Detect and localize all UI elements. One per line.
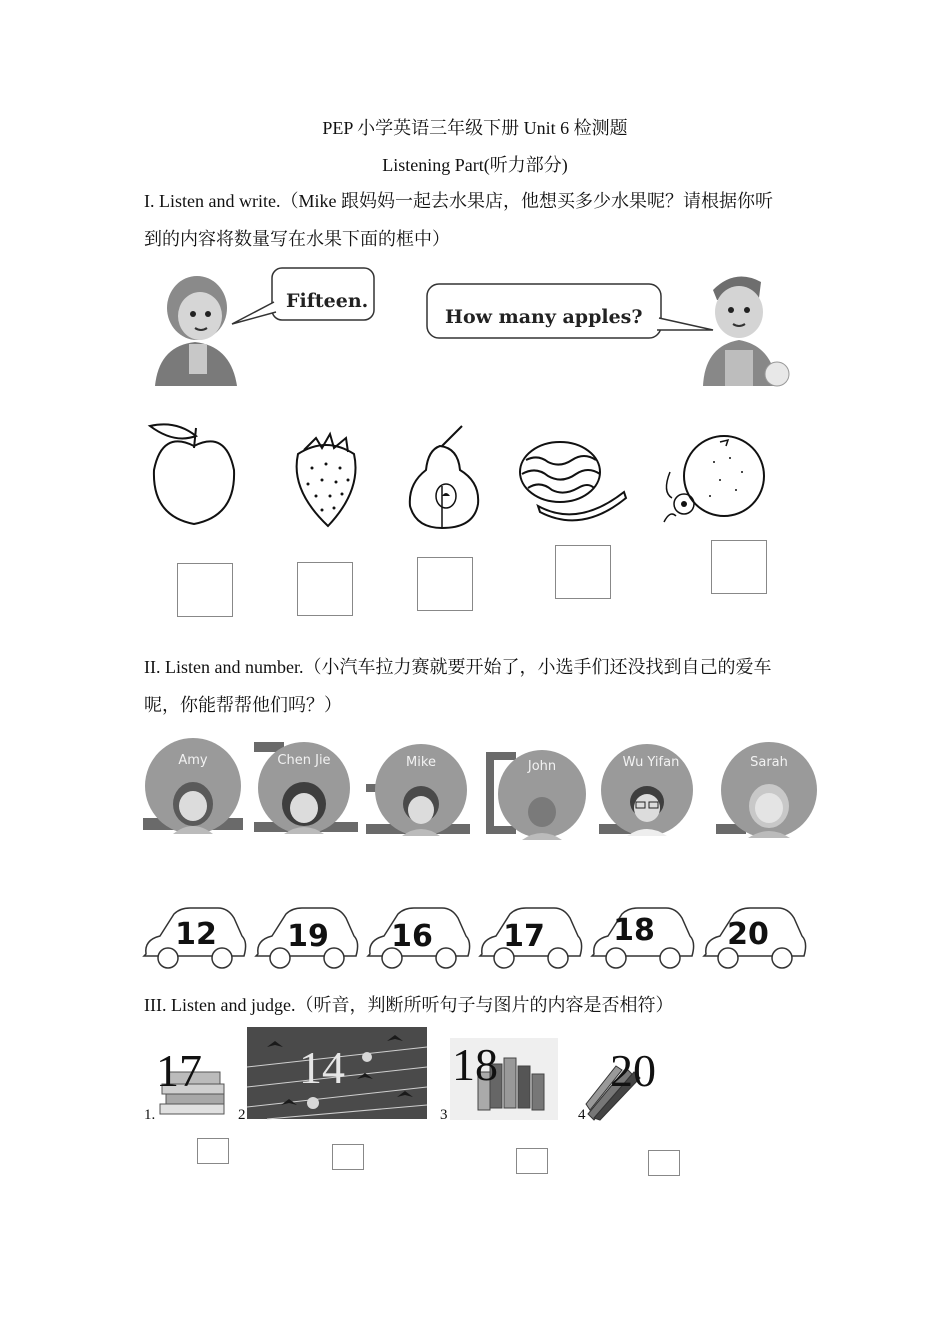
avatar-wu-yifan bbox=[599, 744, 697, 838]
car-20 bbox=[700, 906, 810, 972]
judge-answer-box-3[interactable] bbox=[516, 1148, 548, 1174]
watermelon-answer-box[interactable] bbox=[555, 545, 611, 599]
apple-answer-box[interactable] bbox=[177, 563, 233, 617]
page-title: PEP 小学英语三年级下册 Unit 6 检测题 bbox=[322, 118, 628, 138]
avatar-amy bbox=[143, 738, 243, 836]
orange-icon bbox=[658, 432, 770, 530]
avatar-sarah bbox=[716, 742, 820, 838]
watermelon-icon bbox=[518, 438, 628, 528]
strawberry-icon bbox=[288, 430, 364, 530]
avatar-name-chen-jie: Chen Jie bbox=[277, 753, 331, 768]
boy-bubble-text: Fifteen. bbox=[286, 290, 369, 312]
page-subtitle: Listening Part(听力部分) bbox=[382, 155, 568, 175]
avatar-name-john: John bbox=[527, 759, 557, 774]
judge-item-3-number: 18 bbox=[452, 1039, 498, 1090]
avatar-mike bbox=[366, 744, 470, 838]
judge-item-2-index: 2 bbox=[238, 1107, 246, 1123]
section2-instruction-line1: II. Listen and number.（小汽车拉力赛就要开始了，小选手们还没找到自己的爱车 bbox=[144, 657, 772, 677]
car-12 bbox=[140, 906, 250, 972]
car-number-16: 16 bbox=[391, 919, 433, 954]
section1-instruction-line1: I. Listen and write.（Mike 跟妈妈一起去水果店，他想买多少水果呢？请根据你听 bbox=[144, 191, 773, 211]
crayons-icon bbox=[450, 1038, 558, 1120]
avatar-chen-jie bbox=[254, 742, 358, 838]
pear-icon bbox=[402, 424, 482, 530]
car-17 bbox=[476, 906, 586, 972]
judge-item-4-index: 4 bbox=[578, 1107, 586, 1123]
section1-instruction-line2: 到的内容将数量写在水果下面的框中） bbox=[144, 229, 450, 249]
car-16 bbox=[364, 906, 474, 972]
judge-item-2-number: 14 bbox=[299, 1042, 345, 1093]
avatar-name-sarah: Sarah bbox=[750, 755, 788, 770]
car-number-17: 17 bbox=[503, 919, 545, 954]
car-19 bbox=[252, 906, 362, 972]
woman-bubble-text: How many apples? bbox=[445, 306, 643, 328]
judge-answer-box-2[interactable] bbox=[332, 1144, 364, 1170]
woman-illustration bbox=[695, 268, 800, 388]
orange-answer-box[interactable] bbox=[711, 540, 767, 594]
woman-speech-bubble bbox=[425, 282, 715, 342]
pencils-icon bbox=[586, 1044, 668, 1120]
section3-instruction: III. Listen and judge.（听音，判断所听句子与图片的内容是否相符） bbox=[144, 995, 674, 1015]
judge-item-3-index: 3 bbox=[440, 1107, 448, 1123]
avatar-john bbox=[486, 750, 594, 842]
boy-speech-bubble bbox=[230, 266, 380, 330]
avatar-name-amy: Amy bbox=[178, 753, 208, 768]
car-number-19: 19 bbox=[287, 919, 329, 954]
birds-icon bbox=[247, 1027, 427, 1119]
judge-item-1-number: 17 bbox=[156, 1045, 202, 1096]
judge-item-1-index: 1. bbox=[144, 1107, 156, 1123]
judge-answer-box-4[interactable] bbox=[648, 1150, 680, 1176]
car-number-20: 20 bbox=[727, 917, 769, 952]
books-icon bbox=[154, 1040, 228, 1120]
pear-answer-box[interactable] bbox=[417, 557, 473, 611]
section2-instruction-line2: 呢，你能帮帮他们吗？） bbox=[144, 695, 342, 715]
judge-item-4-number: 20 bbox=[610, 1045, 656, 1096]
avatar-name-wu-yifan: Wu Yifan bbox=[622, 755, 680, 770]
strawberry-answer-box[interactable] bbox=[297, 562, 353, 616]
car-number-12: 12 bbox=[175, 917, 217, 952]
apple-icon bbox=[146, 420, 242, 530]
car-18 bbox=[588, 904, 698, 972]
avatar-name-mike: Mike bbox=[406, 755, 436, 770]
car-number-18: 18 bbox=[613, 913, 655, 948]
judge-answer-box-1[interactable] bbox=[197, 1138, 229, 1164]
